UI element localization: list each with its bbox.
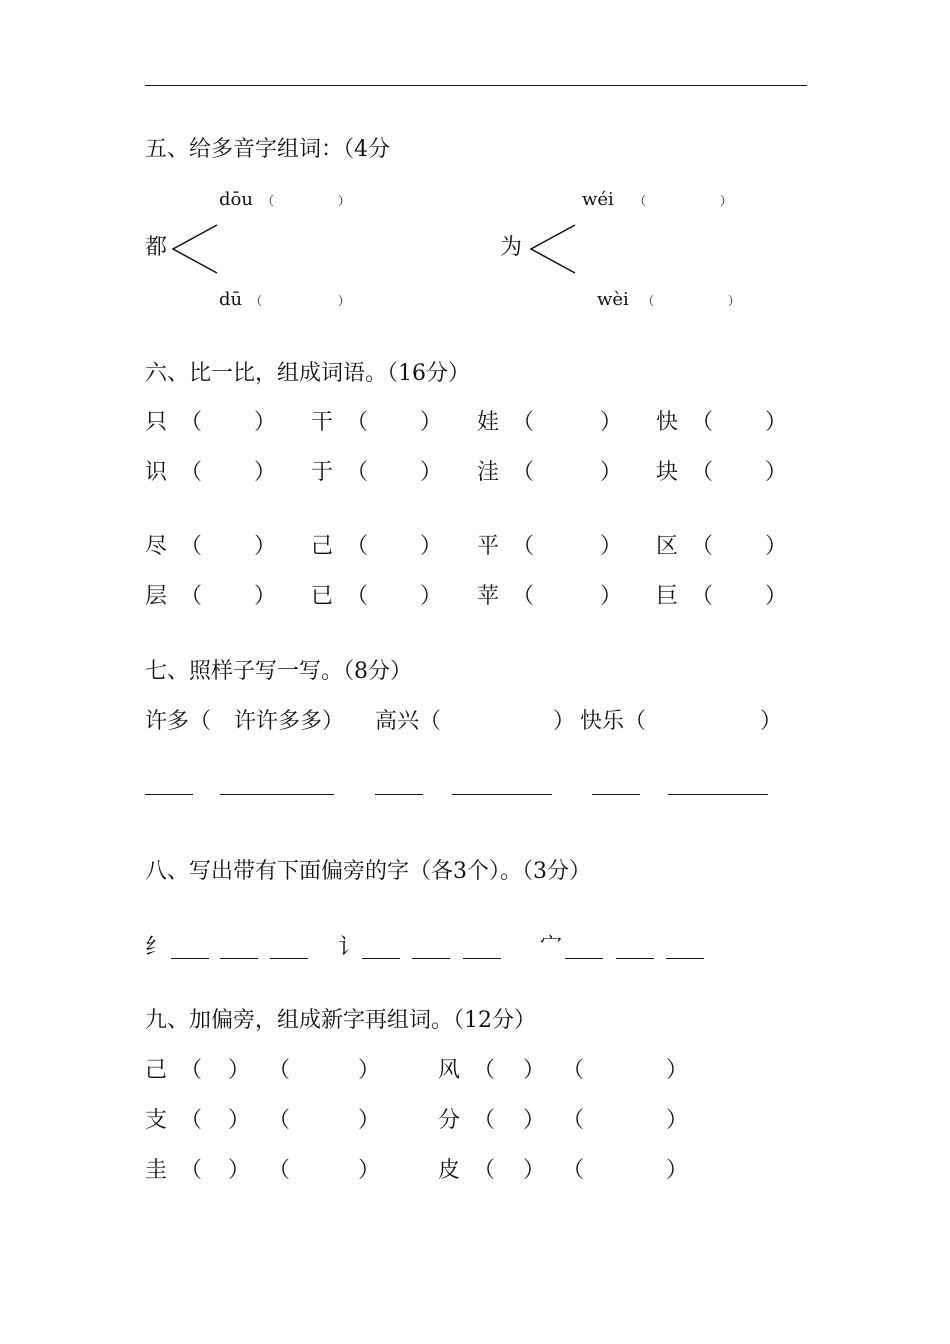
compare-char: 干 xyxy=(311,410,334,435)
polyphone-char-wei: 为 xyxy=(500,235,523,260)
base-char: 己 xyxy=(145,1058,168,1083)
base-char: 风 xyxy=(438,1058,461,1083)
paren-open: （ xyxy=(634,194,647,208)
paren-open: （ xyxy=(512,534,535,559)
paren-close: ） xyxy=(358,1158,381,1183)
polyphone-char-du: 都 xyxy=(145,235,168,260)
paren-open: （ xyxy=(691,534,714,559)
paren-close: ） xyxy=(420,410,443,435)
paren-open: （ xyxy=(180,1158,203,1183)
paren-open: （ xyxy=(473,1108,496,1133)
compare-char: 己 xyxy=(311,534,334,559)
paren-close: ） xyxy=(420,534,443,559)
pinyin-dou1: dōu xyxy=(219,189,253,210)
compare-char: 只 xyxy=(145,410,168,435)
paren-open: （ xyxy=(473,1158,496,1183)
paren-open: （ xyxy=(473,1058,496,1083)
paren-close: ） xyxy=(358,1058,381,1083)
paren-open: （ xyxy=(346,460,369,485)
paren-close: ） xyxy=(523,1058,546,1083)
paren-open: （ xyxy=(346,410,369,435)
compare-char: 层 xyxy=(145,584,168,609)
radical-yan: 讠 xyxy=(338,935,361,960)
answer-blank[interactable] xyxy=(220,958,258,959)
paren-close: ） xyxy=(666,1108,689,1133)
paren-close: ） xyxy=(765,410,788,435)
branch-bracket xyxy=(528,223,578,275)
paren-close: ） xyxy=(666,1058,689,1083)
paren-close: ） xyxy=(765,584,788,609)
compare-char: 巨 xyxy=(656,584,679,609)
compare-char: 于 xyxy=(311,460,334,485)
paren-close: ） xyxy=(338,194,351,208)
compare-char: 识 xyxy=(145,460,168,485)
paren-close: ） xyxy=(254,584,277,609)
paren-open: （ xyxy=(180,584,203,609)
paren-open: （ xyxy=(562,1108,585,1133)
compare-char: 洼 xyxy=(477,460,500,485)
paren-close: ） xyxy=(228,1058,251,1083)
paren-open: （ xyxy=(346,584,369,609)
pinyin-du1: dū xyxy=(219,289,243,310)
paren-close: ） xyxy=(523,1158,546,1183)
answer-blank[interactable] xyxy=(565,958,603,959)
paren-close: ） xyxy=(600,534,623,559)
paren-close: ） xyxy=(760,709,783,734)
compare-char: 块 xyxy=(656,460,679,485)
answer-blank[interactable] xyxy=(463,958,501,959)
paren-open: （ xyxy=(691,410,714,435)
paren-close: ） xyxy=(765,534,788,559)
paren-open: （ xyxy=(180,460,203,485)
paren-open: （ xyxy=(346,534,369,559)
paren-open: （ xyxy=(562,1058,585,1083)
pinyin-wei4: wèi xyxy=(597,289,629,310)
paren-open: （ xyxy=(642,294,655,308)
answer-blank[interactable] xyxy=(592,794,640,795)
paren-close: ） xyxy=(420,584,443,609)
paren-open: （ xyxy=(268,1158,291,1183)
radical-mian: 宀 xyxy=(540,933,563,958)
compare-char: 娃 xyxy=(477,410,500,435)
paren-close: ） xyxy=(720,194,733,208)
example-word: 许多（ xyxy=(145,709,212,734)
answer-blank[interactable] xyxy=(616,958,654,959)
paren-open: （ xyxy=(180,1058,203,1083)
paren-close: ） xyxy=(228,1108,251,1133)
answer-blank[interactable] xyxy=(145,794,193,795)
paren-close: ） xyxy=(728,294,741,308)
paren-close: ） xyxy=(420,460,443,485)
paren-close: ） xyxy=(254,460,277,485)
paren-close: ） xyxy=(600,584,623,609)
paren-open: （ xyxy=(512,410,535,435)
paren-open: （ xyxy=(250,294,263,308)
compare-char: 苹 xyxy=(477,584,500,609)
paren-close: ） xyxy=(600,460,623,485)
paren-close: ） xyxy=(358,1108,381,1133)
paren-close: ） xyxy=(228,1158,251,1183)
answer-blank[interactable] xyxy=(171,958,209,959)
paren-close: ） xyxy=(254,410,277,435)
compare-char: 尽 xyxy=(145,534,168,559)
paren-close: ） xyxy=(553,709,576,734)
paren-open: （ xyxy=(262,194,275,208)
branch-bracket xyxy=(170,223,220,275)
answer-blank[interactable] xyxy=(362,958,400,959)
header-rule xyxy=(145,85,807,86)
answer-blank[interactable] xyxy=(412,958,450,959)
answer-blank[interactable] xyxy=(220,794,334,795)
base-char: 圭 xyxy=(145,1158,168,1183)
paren-open: （ xyxy=(180,534,203,559)
paren-open: （ xyxy=(180,410,203,435)
answer-blank[interactable] xyxy=(375,794,423,795)
paren-open: （ xyxy=(512,460,535,485)
section-8-heading: 八、写出带有下面偏旁的字（各3个）。（3分） xyxy=(145,859,591,884)
section-7-heading: 七、照样子写一写。（8分） xyxy=(145,659,412,684)
paren-close: ） xyxy=(765,460,788,485)
example-answer: 许许多多） xyxy=(234,709,345,734)
paren-open: （ xyxy=(268,1108,291,1133)
paren-close: ） xyxy=(666,1158,689,1183)
section-5-heading: 五、给多音字组词：（4分 xyxy=(145,137,390,162)
practice-word-kuaile: 快乐（ xyxy=(580,709,647,734)
section-6-heading: 六、比一比，组成词语。（16分） xyxy=(145,361,470,386)
paren-open: （ xyxy=(562,1158,585,1183)
pinyin-wei2: wéi xyxy=(582,189,614,210)
answer-blank[interactable] xyxy=(668,794,768,795)
compare-char: 快 xyxy=(656,410,679,435)
radical-si: 纟 xyxy=(145,935,168,960)
base-char: 皮 xyxy=(438,1158,461,1183)
answer-blank[interactable] xyxy=(666,958,704,959)
base-char: 支 xyxy=(145,1108,168,1133)
paren-open: （ xyxy=(512,584,535,609)
paren-open: （ xyxy=(691,460,714,485)
paren-close: ） xyxy=(600,410,623,435)
paren-open: （ xyxy=(180,1108,203,1133)
paren-close: ） xyxy=(254,534,277,559)
compare-char: 区 xyxy=(656,534,679,559)
paren-close: ） xyxy=(338,294,351,308)
practice-word-gaoxing: 高兴（ xyxy=(375,709,442,734)
answer-blank[interactable] xyxy=(452,794,552,795)
compare-char: 平 xyxy=(477,534,500,559)
answer-blank[interactable] xyxy=(270,958,308,959)
paren-open: （ xyxy=(691,584,714,609)
paren-close: ） xyxy=(523,1108,546,1133)
section-9-heading: 九、加偏旁，组成新字再组词。（12分） xyxy=(145,1008,536,1033)
paren-open: （ xyxy=(268,1058,291,1083)
compare-char: 已 xyxy=(311,584,334,609)
base-char: 分 xyxy=(438,1108,461,1133)
